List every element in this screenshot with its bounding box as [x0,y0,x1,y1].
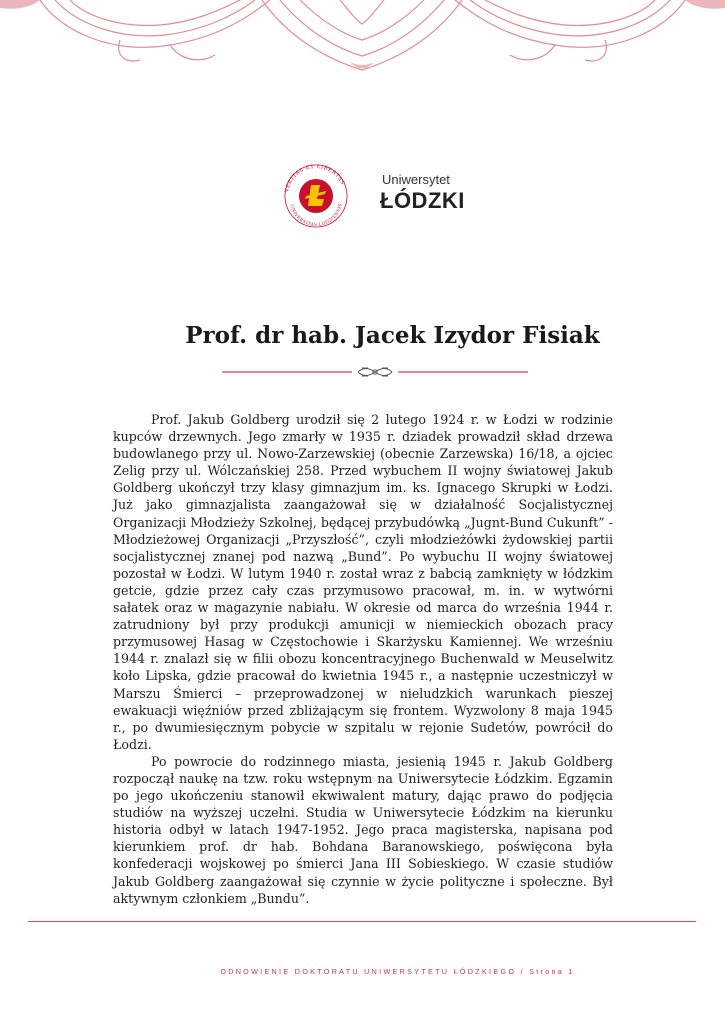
page-title: Prof. dr hab. Jacek Izydor Fisiak [185,322,600,349]
paragraph-2: Po powrocie do rodzinnego miasta, jesienią 1945 r. Jakub Goldberg rozpoczął naukę na tzw. roku wstępnym na Uniwersytecie Łódzkim. Egzamin po jego ukończeniu stanowił ekwiwalent matury, dając prawo do podjęcia studiów na wyższej uczelni. Studia w Uniwersytecie Łódzkim na kierunku historia odbył w latach 1947-1952. Jego praca magisterska, napisana pod kierunkiem prof. dr hab. Bohdana Baranowskiego, poświęcona była konfederacji wojskowej po śmierci Jana III Sobieskiego. W czasie studiów Jakub Goldberg zaangażował się czynnie w życie polityczne i społeczne. Był aktywnym członkiem „Bundu”. [113,753,613,906]
svg-text:VERITAS ET LIBERTAS: VERITAS ET LIBERTAS [284,163,346,193]
logo-name-line2: ŁÓDZKI [380,188,465,213]
svg-text:UNIVERSITAS LODZIENSIS: UNIVERSITAS LODZIENSIS [288,203,344,229]
paragraph-1: Prof. Jakub Goldberg urodził się 2 lutego 1924 r. w Łodzi w rodzinie kupców drzewnych. Jego zmarły w 1935 r. dziadek prowadził skład drzewa budowlanego przy ul. Nowo-Zarzewskiej (obecnie Zarzewska) 16/18, a ojciec Zelig przy ul. Wólczańskiej 258. Przed wybuchem II wojny światowej Jakub Goldberg ukończył trzy klasy gimnazjum im. ks. Ignacego Skrupki w Łodzi. Już jako gimnazjalista zaangażował się w działalność Socjalistycznej Organizacji Młodzieży Szkolnej, będącej przybudówką „Jugnt-Bund Cukunft” - Młodzieżowej Organizacji „Przyszłość”, czyli młodzieżówki żydowskiej partii socjalistycznej znanej pod nazwą „Bund”. Po wybuchu II wojny światowej pozostał w Łodzi. W lutym 1940 r. został wraz z babcią zamknięty w łódzkim getcie, gdzie przez cały czas przymusowo pracował, m. in. w wytwórni sałatek oraz w magazynie nabiału. W okresie od marca do września 1944 r. zatrudniony był przy produkcji amunicji w niemieckich obozach pracy przymusowej Hasag w Częstochowie i Skarżysku Kamiennej. We wrześniu 1944 r. znalazł się w filii obozu koncentracyjnego Buchenwald w Meuselwitz koło Lipska, gdzie pracował do kwietnia 1945 r., a następnie uczestniczył w Marszu Śmierci – przeprowadzonej w nieludzkich warunkach pieszej ewakuacji więźniów przed zbliżającym się frontem. Wyzwolony 8 maja 1945 r., po dwumiesięcznym pobycie w szpitalu w rejonie Sudetów, powrócił do Łodzi. [113,412,613,752]
page-footer: ODNOWIENIE DOKTORATU UNIWERSYTETU ŁÓDZKIEGO / Strona 1 [220,967,575,976]
title-divider-ornament [222,362,528,382]
footer-divider [28,921,696,922]
logo-name-line1: Uniwersytet [382,172,450,187]
floral-ornament-top [0,0,725,75]
biography-body [113,411,613,907]
